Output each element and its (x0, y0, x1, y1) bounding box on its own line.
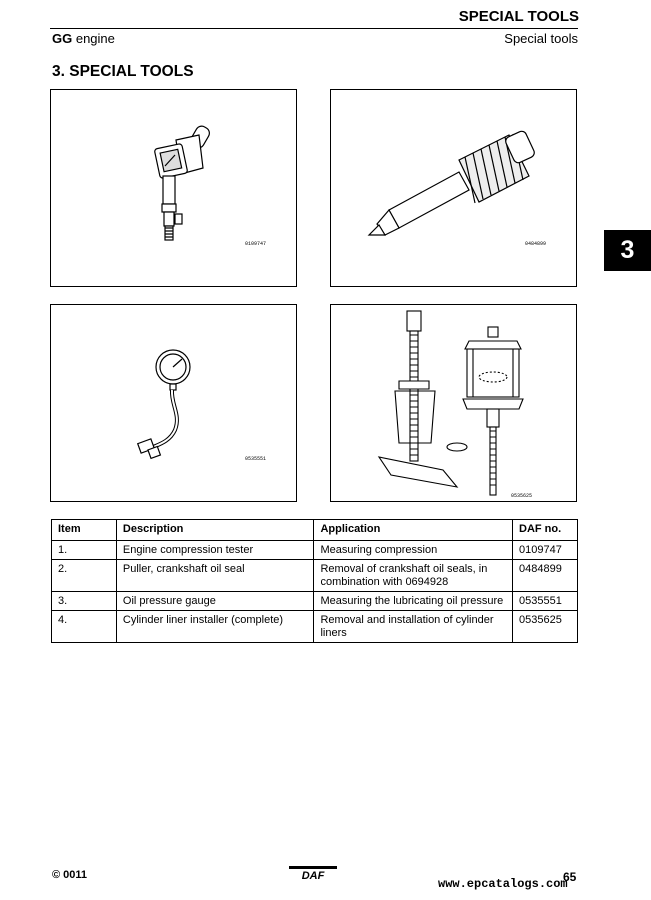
cell-description: Puller, crankshaft oil seal (116, 560, 314, 592)
figure-2-code: 0484899 (525, 241, 547, 247)
figure-3-code: 0535551 (245, 456, 267, 462)
cell-description: Engine compression tester (116, 541, 314, 560)
cell-daf-no: 0535551 (513, 592, 578, 611)
cell-application: Removal of crankshaft oil seals, in combination with 0694928 (314, 560, 513, 592)
header-subsection: Special tools (504, 31, 578, 46)
footer-copyright: © 0011 (52, 869, 88, 881)
cell-item: 3. (52, 592, 117, 611)
cell-item: 2. (52, 560, 117, 592)
figure-2 (330, 89, 577, 287)
special-tools-table (51, 519, 578, 643)
header-engine-bold: GG (52, 31, 73, 46)
cell-application: Removal and installation of cylinder liners (314, 611, 513, 643)
daf-logo-icon (289, 866, 337, 880)
column-header-application: Application (314, 520, 513, 541)
figure-4 (330, 304, 577, 502)
chapter-tab: 3 (604, 230, 651, 271)
daf-logo-text: DAF (301, 870, 325, 880)
cell-application: Measuring the lubricating oil pressure (314, 592, 513, 611)
pressure-gauge-icon (51, 305, 296, 501)
table-row (52, 592, 578, 611)
figure-1-code: 0109747 (245, 241, 267, 247)
column-header-description: Description (116, 520, 314, 541)
table-row (52, 541, 578, 560)
header-section-title: SPECIAL TOOLS (458, 8, 579, 25)
cell-item: 4. (52, 611, 117, 643)
cell-description: Cylinder liner installer (complete) (116, 611, 314, 643)
figure-4-code: 0535625 (511, 493, 533, 499)
section-heading: 3. SPECIAL TOOLS (52, 63, 194, 80)
cell-daf-no: 0535625 (513, 611, 578, 643)
table-header-row (52, 520, 578, 541)
column-header-daf-no: DAF no. (513, 520, 578, 541)
table-row (52, 611, 578, 643)
cell-item: 1. (52, 541, 117, 560)
header-engine-rest: engine (72, 31, 115, 46)
figure-1 (50, 89, 297, 287)
compression-tester-icon (51, 90, 296, 286)
website-watermark: www.epcatalogs.com (438, 877, 568, 891)
column-header-item: Item (52, 520, 117, 541)
header-rule (50, 28, 578, 29)
table-row (52, 560, 578, 592)
liner-installer-icon (331, 305, 576, 501)
cell-daf-no: 0484899 (513, 560, 578, 592)
figure-3 (50, 304, 297, 502)
header-engine (52, 31, 115, 46)
cell-application: Measuring compression (314, 541, 513, 560)
cell-description: Oil pressure gauge (116, 592, 314, 611)
page-number: 65 (563, 870, 577, 884)
cell-daf-no: 0109747 (513, 541, 578, 560)
oil-seal-puller-icon (331, 90, 576, 286)
